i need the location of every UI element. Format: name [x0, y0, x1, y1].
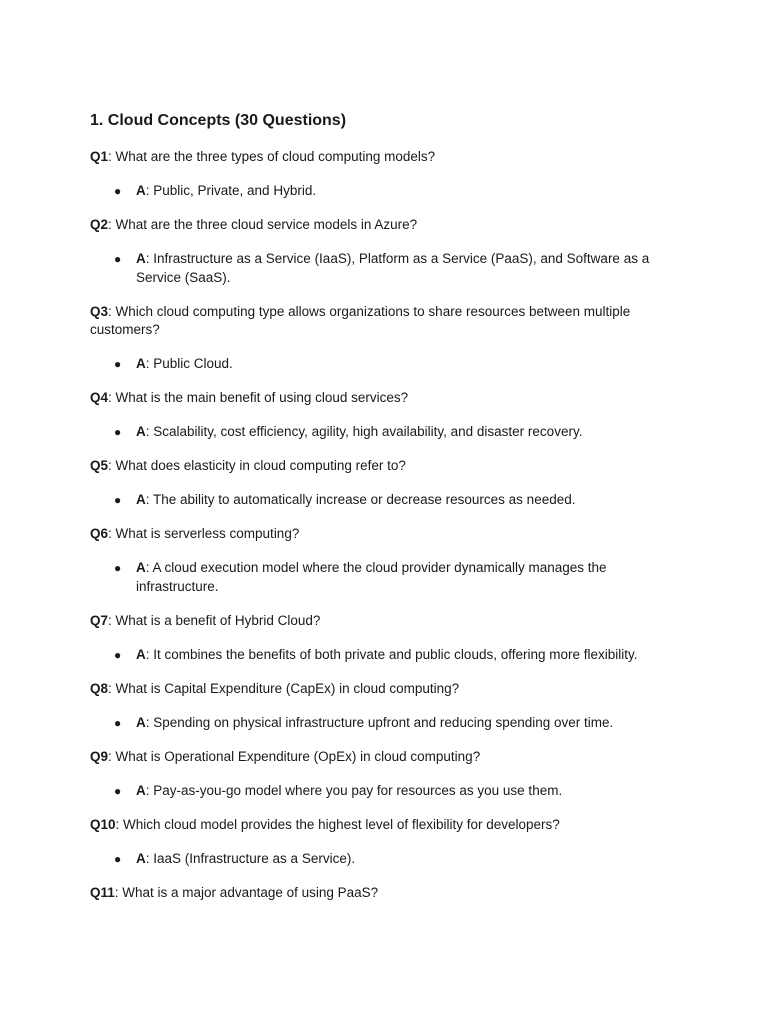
answer: [90, 250, 690, 287]
question-text: : Which cloud model provides the highest level of flexibility for developers?: [115, 816, 560, 832]
answer: [90, 491, 690, 510]
question-text: : What are the three cloud service models in Azure?: [108, 217, 418, 232]
question: [90, 816, 690, 835]
question-text: : What is Capital Expenditure (CapEx) in cloud computing?: [108, 680, 460, 696]
question-number: Q3: [90, 303, 109, 319]
answer: [90, 355, 690, 374]
question-number: Q11: [90, 884, 115, 900]
question-text: : What is a major advantage of using PaaS?: [114, 884, 379, 900]
qa-item: [90, 457, 690, 510]
answer: [90, 646, 690, 665]
qa-list: [90, 148, 690, 902]
qa-item: [90, 612, 690, 665]
qa-item: [90, 680, 690, 733]
answer: [90, 850, 690, 869]
answer-text: : It combines the benefits of both private and public clouds, offering more flexibility.: [145, 646, 638, 662]
question-text: : What is the main benefit of using cloud services?: [108, 390, 409, 405]
question-text: : Which cloud computing type allows organizations to share resources between multiple customers?: [90, 303, 631, 337]
bullet-icon: ●: [114, 184, 122, 198]
question: [90, 148, 690, 167]
question: [90, 457, 690, 476]
question-text: : What is Operational Expenditure (OpEx) in cloud computing?: [108, 748, 481, 764]
answer-text: : Pay-as-you-go model where you pay for resources as you use them.: [145, 782, 563, 798]
qa-item: [90, 525, 690, 596]
answer-label: A: [136, 714, 146, 730]
answer-label: A: [136, 183, 146, 198]
bullet-icon: ●: [114, 425, 122, 439]
bullet-icon: ●: [114, 357, 122, 371]
section-heading: 1. Cloud Concepts (30 Questions): [90, 112, 347, 129]
answer-label: A: [136, 424, 146, 439]
qa-item: [90, 748, 690, 801]
bullet-icon: ●: [114, 647, 122, 662]
bullet-icon: ●: [114, 561, 122, 575]
answer-text: : Public, Private, and Hybrid.: [145, 183, 317, 198]
answer-label: A: [136, 356, 146, 371]
answer-label: A: [136, 782, 146, 798]
answer: [90, 782, 690, 801]
qa-item: [90, 816, 690, 869]
question-number: Q9: [90, 748, 109, 764]
answer-label: A: [136, 560, 146, 575]
question-number: Q1: [90, 149, 109, 164]
answer-label: A: [136, 850, 146, 866]
document-page: [90, 110, 690, 918]
answer-text: : Scalability, cost efficiency, agility, high availability, and disaster recovery.: [145, 424, 583, 439]
answer-label: A: [136, 251, 146, 266]
question-number: Q10: [90, 816, 116, 832]
bullet-icon: ●: [114, 715, 122, 730]
question: [90, 303, 690, 340]
answer: [90, 182, 690, 201]
qa-item: [90, 303, 690, 374]
answer-text: : The ability to automatically increase or decrease resources as needed.: [145, 492, 576, 507]
question-text: : What does elasticity in cloud computing refer to?: [108, 458, 406, 473]
question: [90, 525, 690, 544]
question-number: Q6: [90, 526, 109, 541]
qa-item: [90, 884, 690, 903]
question: [90, 680, 690, 699]
bullet-icon: ●: [114, 493, 122, 507]
qa-item: [90, 148, 690, 201]
answer: [90, 423, 690, 442]
question-number: Q8: [90, 680, 109, 696]
bullet-icon: ●: [114, 783, 122, 798]
answer-label: A: [136, 646, 146, 662]
answer-text: : A cloud execution model where the cloud provider dynamically manages the infrastructure.: [136, 560, 607, 594]
question: [90, 612, 690, 631]
question: [90, 748, 690, 767]
qa-item: [90, 216, 690, 287]
answer-text: : Spending on physical infrastructure upfront and reducing spending over time.: [145, 714, 614, 730]
bullet-icon: ●: [114, 252, 122, 266]
question: [90, 389, 690, 408]
qa-item: [90, 389, 690, 442]
question: [90, 884, 690, 903]
question-number: Q2: [90, 217, 109, 232]
question-text: : What is a benefit of Hybrid Cloud?: [108, 612, 321, 628]
question-number: Q7: [90, 612, 109, 628]
bullet-icon: ●: [114, 851, 122, 866]
answer-text: : Public Cloud.: [145, 356, 233, 371]
question: [90, 216, 690, 235]
answer: [90, 714, 690, 733]
answer-text: : Infrastructure as a Service (IaaS), Platform as a Service (PaaS), and Software as a Service (SaaS).: [136, 251, 650, 285]
question-text: : What are the three types of cloud computing models?: [108, 149, 436, 164]
answer-text: : IaaS (Infrastructure as a Service).: [145, 850, 356, 866]
answer: [90, 559, 690, 596]
question-number: Q4: [90, 390, 109, 405]
question-text: : What is serverless computing?: [108, 526, 300, 541]
question-number: Q5: [90, 458, 109, 473]
answer-label: A: [136, 492, 146, 507]
